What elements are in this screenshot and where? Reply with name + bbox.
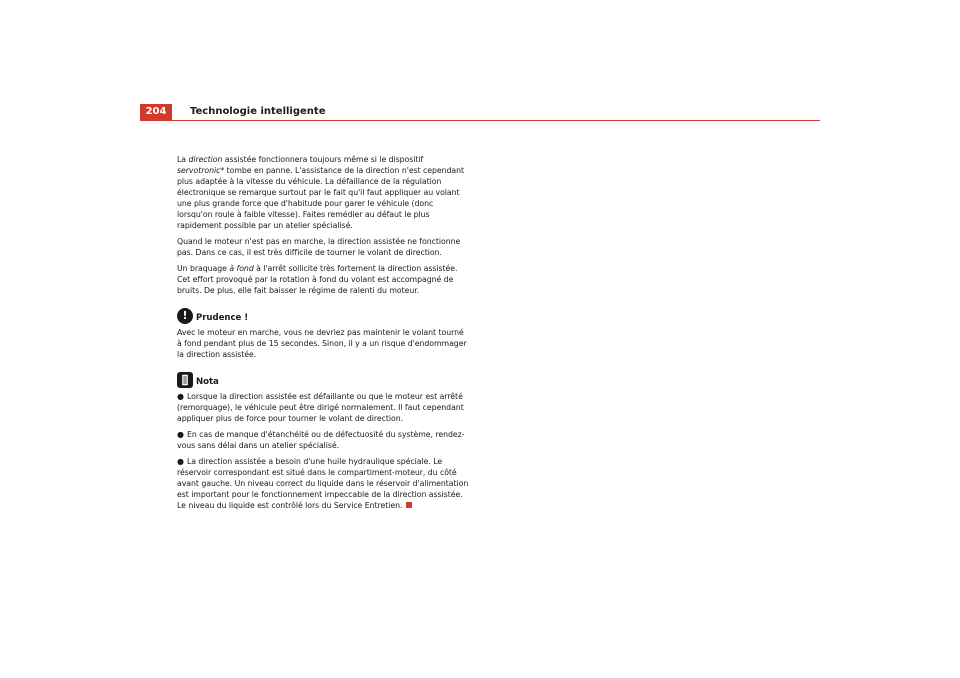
end-of-section-icon <box>406 502 412 508</box>
note-item-text: Lorsque la direction assistée est défaillante ou que le moteur est arrêté (remorquage), le véhicule peut être dirigé normalement. Il faut cependant appliquer plus de force pour tourner le volant de direction. <box>177 392 464 423</box>
paragraph-full-lock <box>177 263 469 296</box>
note-label: Nota <box>196 377 219 387</box>
page-header <box>140 104 820 122</box>
note-item-text: La direction assistée a besoin d'une huile hydraulique spéciale. Le réservoir correspondant est situé dans le compartiment-moteur, du côté avant gauche. Un niveau correct du liquide dans le réservoir d'alimentation est important pour le fonctionnement impeccable de la direction assistée. Le niveau du liquide est contrôlé lors du Service Entretien. <box>177 457 469 510</box>
text-fragment: à l'arrêt sollicite très fortement la direction assistée. Cet effort provoqué par la rotation à fond du volant est accompagné de bruits. De plus, elle fait baisser le régime de ralenti du moteur. <box>177 264 458 295</box>
text-fragment: * tombe en panne. L'assistance de la direction n'est cependant plus adaptée à la vitesse du véhicule. La défaillance de la régulation électronique se remarque surtout par le fait qu'il faut appliquer au volant une plus grande force que d'habitude pour garer le véhicule (donc lorsqu'on roule à faible vitesse). Faites remédier au défaut le plus rapidement possible par un atelier spécialisé. <box>177 166 465 230</box>
emphasis-a-fond: à fond <box>229 264 254 273</box>
bullet-icon: ● <box>177 457 184 466</box>
header-rule <box>140 120 820 121</box>
caution-label: Prudence ! <box>196 313 249 323</box>
bullet-icon: ● <box>177 392 184 401</box>
page-title: Technologie intelligente <box>190 106 326 117</box>
exclamation-warning-icon: ! <box>177 308 193 324</box>
note-heading <box>177 372 469 388</box>
caution-text: Avec le moteur en marche, vous ne devriez pas maintenir le volant tourné à fond pendant plus de 15 secondes. Sinon, il y a un risque d'endommager la direction assistée. <box>177 328 467 359</box>
text-fragment: assistée fonctionnera toujours même si le dispositif <box>222 155 424 164</box>
note-item-text: En cas de manque d'étanchéité ou de défectuosité du système, rendez-vous sans délai dans un atelier spécialisé. <box>177 430 465 450</box>
page-number: 204 <box>140 104 172 120</box>
text-fragment: La <box>177 155 189 164</box>
note-item <box>177 456 469 511</box>
page-content <box>177 154 469 516</box>
paragraph-servotronic <box>177 154 469 231</box>
bullet-icon: ● <box>177 430 184 439</box>
caution-heading <box>177 308 469 324</box>
note-item <box>177 429 469 451</box>
paragraph-engine-off: Quand le moteur n'est pas en marche, la direction assistée ne fonctionne pas. Dans ce cas, il est très difficile de tourner le volant de direction. <box>177 237 461 257</box>
note-item <box>177 391 469 424</box>
info-note-icon <box>177 372 193 388</box>
emphasis-direction: direction <box>188 155 223 164</box>
emphasis-servotronic: servotronic <box>177 166 221 175</box>
text-fragment: Un braquage <box>177 264 230 273</box>
